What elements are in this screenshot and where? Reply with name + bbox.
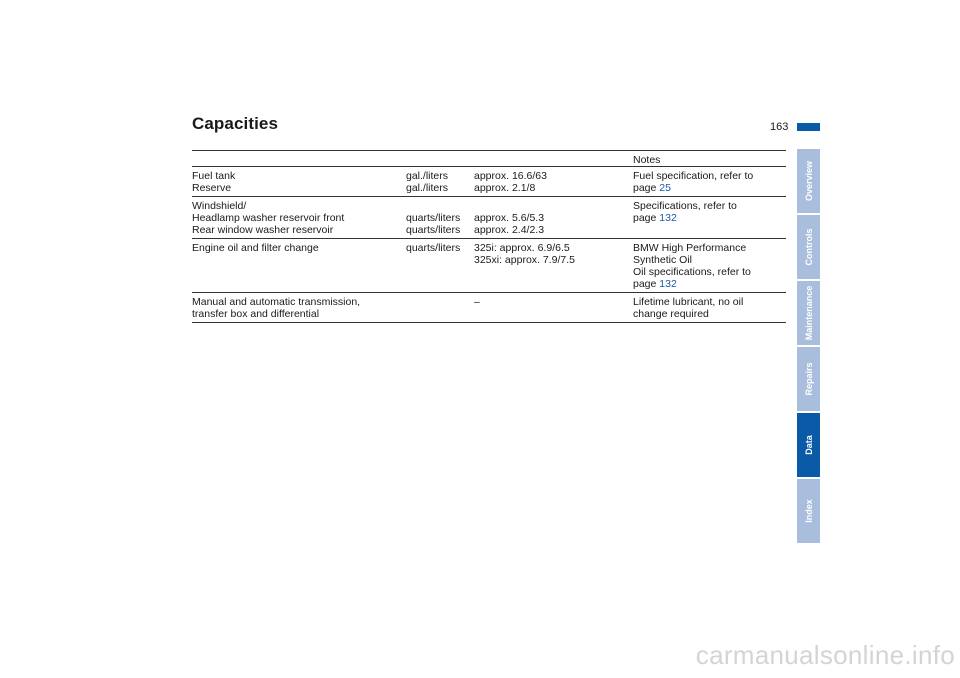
item-line: Windshield/ (192, 200, 247, 212)
amount-cell (474, 296, 480, 308)
tab-label: Repairs (803, 362, 814, 396)
notes-line: Lifetime lubricant, no oil (633, 296, 744, 308)
amount-line: 325i: approx. 6.9/6.5 (474, 242, 570, 254)
unit-line: quarts/liters (406, 242, 461, 254)
notes-line: change required (633, 308, 709, 320)
page-reference-link[interactable]: 132 (659, 212, 677, 224)
page-marker (797, 123, 820, 131)
notes-line: Synthetic Oil (633, 254, 692, 266)
tab-index[interactable] (797, 479, 820, 543)
notes-cell (633, 200, 737, 224)
tab-label: Controls (803, 228, 814, 266)
section-tabs (797, 149, 820, 545)
table-header-row (192, 151, 786, 167)
amount-line: approx. 16.6/63 (474, 170, 547, 182)
unit-cell (406, 170, 448, 194)
unit-line: quarts/liters (406, 212, 461, 224)
item-cell (192, 296, 360, 320)
amount-line: approx. 2.1/8 (474, 182, 536, 194)
notes-text: page (633, 182, 657, 194)
tab-overview[interactable] (797, 149, 820, 213)
tab-label: Index (803, 499, 814, 523)
tab-maintenance[interactable] (797, 281, 820, 345)
item-line: Headlamp washer reservoir front (192, 212, 345, 224)
tab-label: Maintenance (803, 285, 814, 341)
table-row (192, 293, 786, 323)
item-cell (192, 170, 235, 194)
watermark: carmanualsonline.info (695, 640, 955, 670)
page-reference-link[interactable]: 132 (659, 278, 677, 290)
page-title: Capacities (192, 114, 279, 133)
notes-line (633, 278, 751, 290)
notes-line (633, 182, 753, 194)
item-cell (192, 200, 344, 236)
amount-line: 325xi: approx. 7.9/7.5 (474, 254, 575, 266)
capacities-table (192, 150, 786, 323)
unit-cell (406, 242, 460, 254)
notes-line (633, 212, 737, 224)
notes-text: page (633, 212, 657, 224)
unit-cell (406, 200, 460, 236)
tab-controls[interactable] (797, 215, 820, 279)
page-reference-link[interactable]: 25 (659, 182, 671, 194)
tab-label: Data (803, 435, 814, 455)
notes-line: Specifications, refer to (633, 200, 737, 212)
item-cell (192, 242, 319, 254)
unit-line: quarts/liters (406, 224, 461, 236)
unit-line: gal./liters (406, 170, 449, 182)
item-line: Rear window washer reservoir (192, 224, 334, 236)
item-line: Reserve (192, 182, 232, 194)
item-line: Engine oil and filter change (192, 242, 319, 254)
tab-label: Overview (803, 160, 814, 202)
page-number: 163 (770, 121, 789, 133)
tab-data[interactable] (797, 413, 820, 477)
notes-text: page (633, 278, 657, 290)
table-row (192, 167, 786, 197)
unit-line (406, 200, 460, 212)
notes-line: BMW High Performance (633, 242, 747, 254)
amount-line: approx. 5.6/5.3 (474, 212, 545, 224)
amount-cell (474, 242, 575, 266)
item-line: Fuel tank (192, 170, 236, 182)
table-row (192, 197, 786, 239)
notes-cell (633, 242, 751, 290)
amount-line: approx. 2.4/2.3 (474, 224, 545, 236)
amount-line: – (474, 296, 480, 308)
amount-cell (474, 170, 547, 194)
item-line: transfer box and differential (192, 308, 320, 320)
notes-cell (633, 296, 743, 320)
amount-cell (474, 200, 544, 236)
unit-line: gal./liters (406, 182, 449, 194)
item-line: Manual and automatic transmission, (192, 296, 361, 308)
tab-repairs[interactable] (797, 347, 820, 411)
notes-column-header: Notes (633, 154, 661, 166)
amount-line (474, 200, 544, 212)
notes-line: Oil specifications, refer to (633, 266, 751, 278)
table-row (192, 239, 786, 293)
notes-line: Fuel specification, refer to (633, 170, 754, 182)
notes-cell (633, 170, 753, 194)
